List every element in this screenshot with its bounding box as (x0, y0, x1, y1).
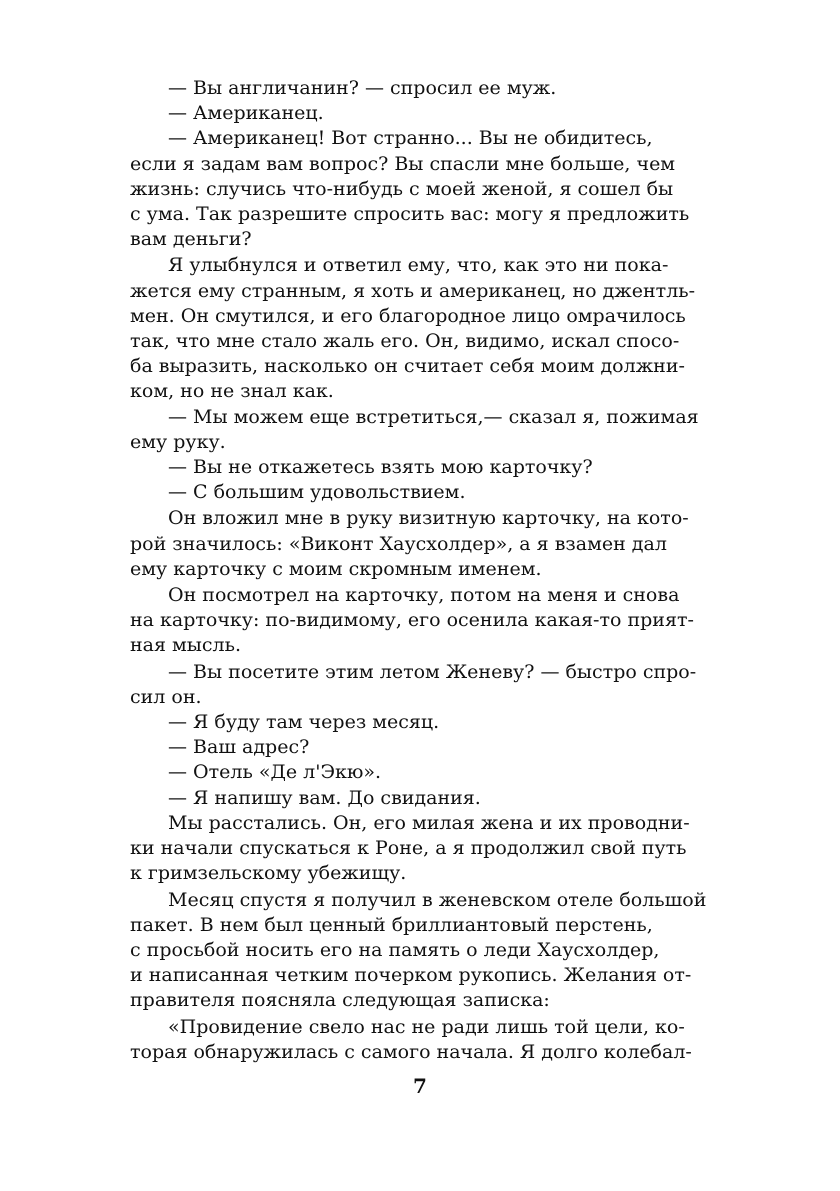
paragraph-1: — Вы англичанин? — спросил ее муж. (168, 77, 557, 99)
paragraph-16: Месяц спустя я получил в женевском отеле большой пакет. В нем был ценный бриллиантовый перстень, с просьбой носить его на память о леди Хаусхолдер, и написанная четким почерком рукопись. Желания от- правителя поясняла следующая записка: (130, 888, 707, 1012)
paragraph-13: — Отель «Де л'Экю». (168, 761, 382, 784)
paragraph-5: — Мы можем еще встретиться,— сказал я, пожимая ему руку. (130, 405, 699, 453)
page-number: 7 (413, 1074, 427, 1098)
paragraph-14: — Я напишу вам. До свидания. (168, 786, 481, 809)
paragraph-8: Он вложил мне в руку визитную карточку, на кото- рой значилось: «Виконт Хаусхолдер», а я взамен дал ему карточку с моим скромным именем. (130, 507, 689, 580)
paragraph-6: — Вы не откажетесь взять мою карточку? (168, 456, 593, 479)
paragraph-7: — С большим удовольствием. (168, 481, 466, 504)
paragraph-2: — Американец. (168, 102, 324, 125)
paragraph-10: — Вы посетите этим летом Женеву? — быстро спро- сил он. (130, 660, 697, 708)
paragraph-17: «Провидение свело нас не ради лишь той цели, ко- торая обнаружилась с самого начала. Я долго колебал- (130, 1015, 692, 1063)
paragraph-4: Я улыбнулся и ответил ему, что, как это ни пока- жется ему странным, я хоть и американец, но джентль- мен. Он смутился, и его благородное лицо омрачилось так, что мне стало жаль его. Он, видимо, искал спосо- ба выразить, насколько он считает себя моим должни- ком, но не знал как. (130, 254, 696, 403)
paragraph-12: — Ваш адрес? (168, 736, 310, 759)
paragraph-9: Он посмотрел на карточку, потом на меня и снова на карточку: по-видимому, его осенила какая-то прият- ная мысль. (130, 584, 694, 657)
paragraph-15: Мы расстались. Он, его милая жена и их проводни- ки начали спускаться к Роне, а я продолжил свой путь к гримзельскому убежищу. (130, 811, 690, 885)
paragraph-3: — Американец! Вот странно... Вы не обидитесь, если я задам вам вопрос? Вы спасли мне больше, чем жизнь: случись что-нибудь с моей женой, я сошел бы с ума. Так разрешите спросить вас: могу я предложить вам деньги? (130, 127, 690, 251)
text-block (130, 76, 708, 1065)
paragraph-11: — Я буду там через месяц. (168, 711, 440, 734)
